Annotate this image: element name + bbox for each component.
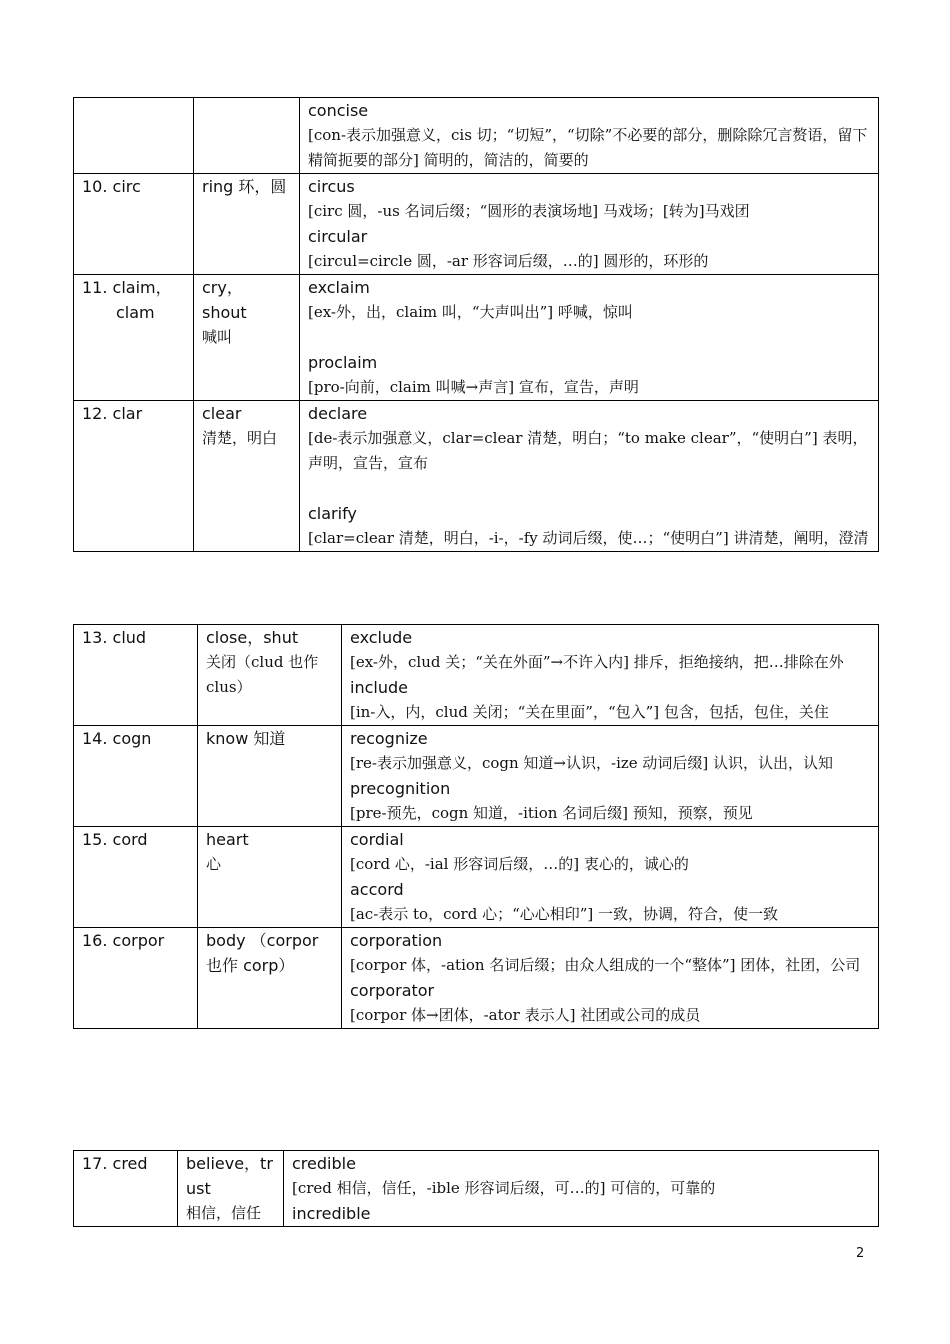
word-explanation: [pro-向前，claim 叫喊→声言] 宣布，宣告，声明 <box>308 378 639 396</box>
root-label: clam <box>116 303 155 322</box>
meaning-cell <box>194 401 300 552</box>
page-number: 2 <box>856 1246 865 1261</box>
root-label: 13. clud <box>82 628 147 647</box>
meaning-text: 相信，信任 <box>186 1204 262 1222</box>
word-explanation: [cred 相信，信任，-ible 形容词后缀，可…的] 可信的，可靠的 <box>292 1179 716 1197</box>
word-explanation: [corpor 体，-ation 名词后缀；由众人组成的一个“整体”] 团体，社团，公司 <box>350 956 861 974</box>
meaning-cell <box>194 275 300 401</box>
word-explanation: [con-表示加强意义，cis 切；“切短”，“切除”不必要的部分，删除除冗言赘语，留下精简扼要的部分] 简明的，简洁的，简要的 <box>308 126 868 169</box>
word: exclaim <box>308 278 370 297</box>
meaning-cell <box>198 726 342 827</box>
table-row <box>74 827 879 928</box>
meaning-text: shout <box>202 303 247 322</box>
meaning-cell <box>194 174 300 275</box>
words-cell <box>342 726 879 827</box>
word: proclaim <box>308 353 378 372</box>
words-cell <box>300 401 879 552</box>
word-explanation: [in-入，内，clud 关闭；“关在里面”，“包入”] 包含，包括，包住，关住 <box>350 703 829 721</box>
words-cell <box>300 98 879 174</box>
root-cell <box>74 726 198 827</box>
root-cell <box>74 1151 178 1227</box>
meaning-text: heart <box>206 830 249 849</box>
root-label: 10. circ <box>82 177 141 196</box>
meaning-cell <box>198 827 342 928</box>
root-cell <box>74 401 194 552</box>
word-explanation: [ex-外，出，claim 叫，“大声叫出”] 呼喊，惊叫 <box>308 303 633 321</box>
word-explanation: [circul=circle 圆，-ar 形容词后缀，…的] 圆形的，环形的 <box>308 252 709 270</box>
word-explanation: [ac-表示 to，cord 心；“心心相印”] 一致，协调，符合，使一致 <box>350 905 779 923</box>
meaning-text: clear <box>202 404 242 423</box>
word: precognition <box>350 779 451 798</box>
root-cell <box>74 625 198 726</box>
word: circular <box>308 227 368 246</box>
word: accord <box>350 880 404 899</box>
meaning-text: 清楚，明白 <box>202 429 278 447</box>
word: clarify <box>308 504 357 523</box>
table-row <box>74 726 879 827</box>
word-explanation: [clar=clear 清楚，明白，-i-，-fy 动词后缀，使…；“使明白”] 讲清楚，阐明，澄清 <box>308 529 869 547</box>
table-row <box>74 401 879 552</box>
words-cell <box>284 1151 879 1227</box>
meaning-cell <box>198 928 342 1029</box>
table-row <box>74 174 879 275</box>
root-cell <box>74 275 194 401</box>
word-explanation: [re-表示加强意义，cogn 知道→认识，-ize 动词后缀] 认识，认出，认知 <box>350 754 834 772</box>
meaning-text: close，shut <box>206 628 299 647</box>
word-explanation: [cord 心，-ial 形容词后缀，…的] 衷心的，诚心的 <box>350 855 689 873</box>
root-label: 17. cred <box>82 1154 148 1173</box>
word: cordial <box>350 830 404 849</box>
words-cell <box>300 275 879 401</box>
word-explanation: [pre-预先，cogn 知道，-ition 名词后缀] 预知，预察，预见 <box>350 804 753 822</box>
meaning-text: 关闭（clud 也作 clus） <box>206 653 324 696</box>
words-cell <box>300 174 879 275</box>
word-explanation: [corpor 体→团体，-ator 表示人] 社团或公司的成员 <box>350 1006 701 1024</box>
roots-table-1 <box>73 97 879 552</box>
table-row <box>74 275 879 401</box>
meaning-cell <box>194 98 300 174</box>
meaning-cell <box>198 625 342 726</box>
table-row <box>74 98 879 174</box>
root-cell <box>74 827 198 928</box>
roots-table-3 <box>73 1150 879 1227</box>
word: concise <box>308 101 369 120</box>
meaning-cell <box>178 1151 284 1227</box>
word-explanation: [de-表示加强意义，clar=clear 清楚，明白；“to make clear”，“使明白”] 表明，声明，宣告，宣布 <box>308 429 868 472</box>
word-explanation: [ex-外，clud 关；“关在外面”→不许入内] 排斥，拒绝接纳，把…排除在外 <box>350 653 844 671</box>
word: include <box>350 678 408 697</box>
word: corporation <box>350 931 443 950</box>
root-label: 14. cogn <box>82 729 152 748</box>
blank-line <box>308 476 870 501</box>
meaning-text: cry， <box>202 278 243 297</box>
meaning-text: 心 <box>206 855 222 873</box>
word: corporator <box>350 981 435 1000</box>
blank-line <box>308 325 870 350</box>
word: recognize <box>350 729 428 748</box>
meaning-text: 喊叫 <box>202 328 233 346</box>
root-label: 12. clar <box>82 404 143 423</box>
root-cell <box>74 98 194 174</box>
root-label: 16. corpor <box>82 931 165 950</box>
root-label: 15. cord <box>82 830 148 849</box>
meaning-text: body （corpor 也作 corp） <box>206 931 324 975</box>
words-cell <box>342 827 879 928</box>
words-cell <box>342 928 879 1029</box>
meaning-text: ust <box>186 1179 211 1198</box>
table-row <box>74 625 879 726</box>
roots-table-2 <box>73 624 879 1029</box>
word: circus <box>308 177 355 196</box>
root-cell <box>74 174 194 275</box>
word: declare <box>308 404 368 423</box>
meaning-text: know 知道 <box>206 729 286 748</box>
word: incredible <box>292 1204 371 1223</box>
table-row <box>74 1151 879 1227</box>
root-label: 11. claim， <box>82 278 172 297</box>
word-explanation: [circ 圆，-us 名词后缀；“圆形的表演场地] 马戏场；[转为]马戏团 <box>308 202 750 220</box>
word: credible <box>292 1154 356 1173</box>
word: exclude <box>350 628 413 647</box>
meaning-text: believe，tr <box>186 1154 273 1173</box>
meaning-text: ring 环，圆 <box>202 177 287 196</box>
root-cell <box>74 928 198 1029</box>
words-cell <box>342 625 879 726</box>
table-row <box>74 928 879 1029</box>
